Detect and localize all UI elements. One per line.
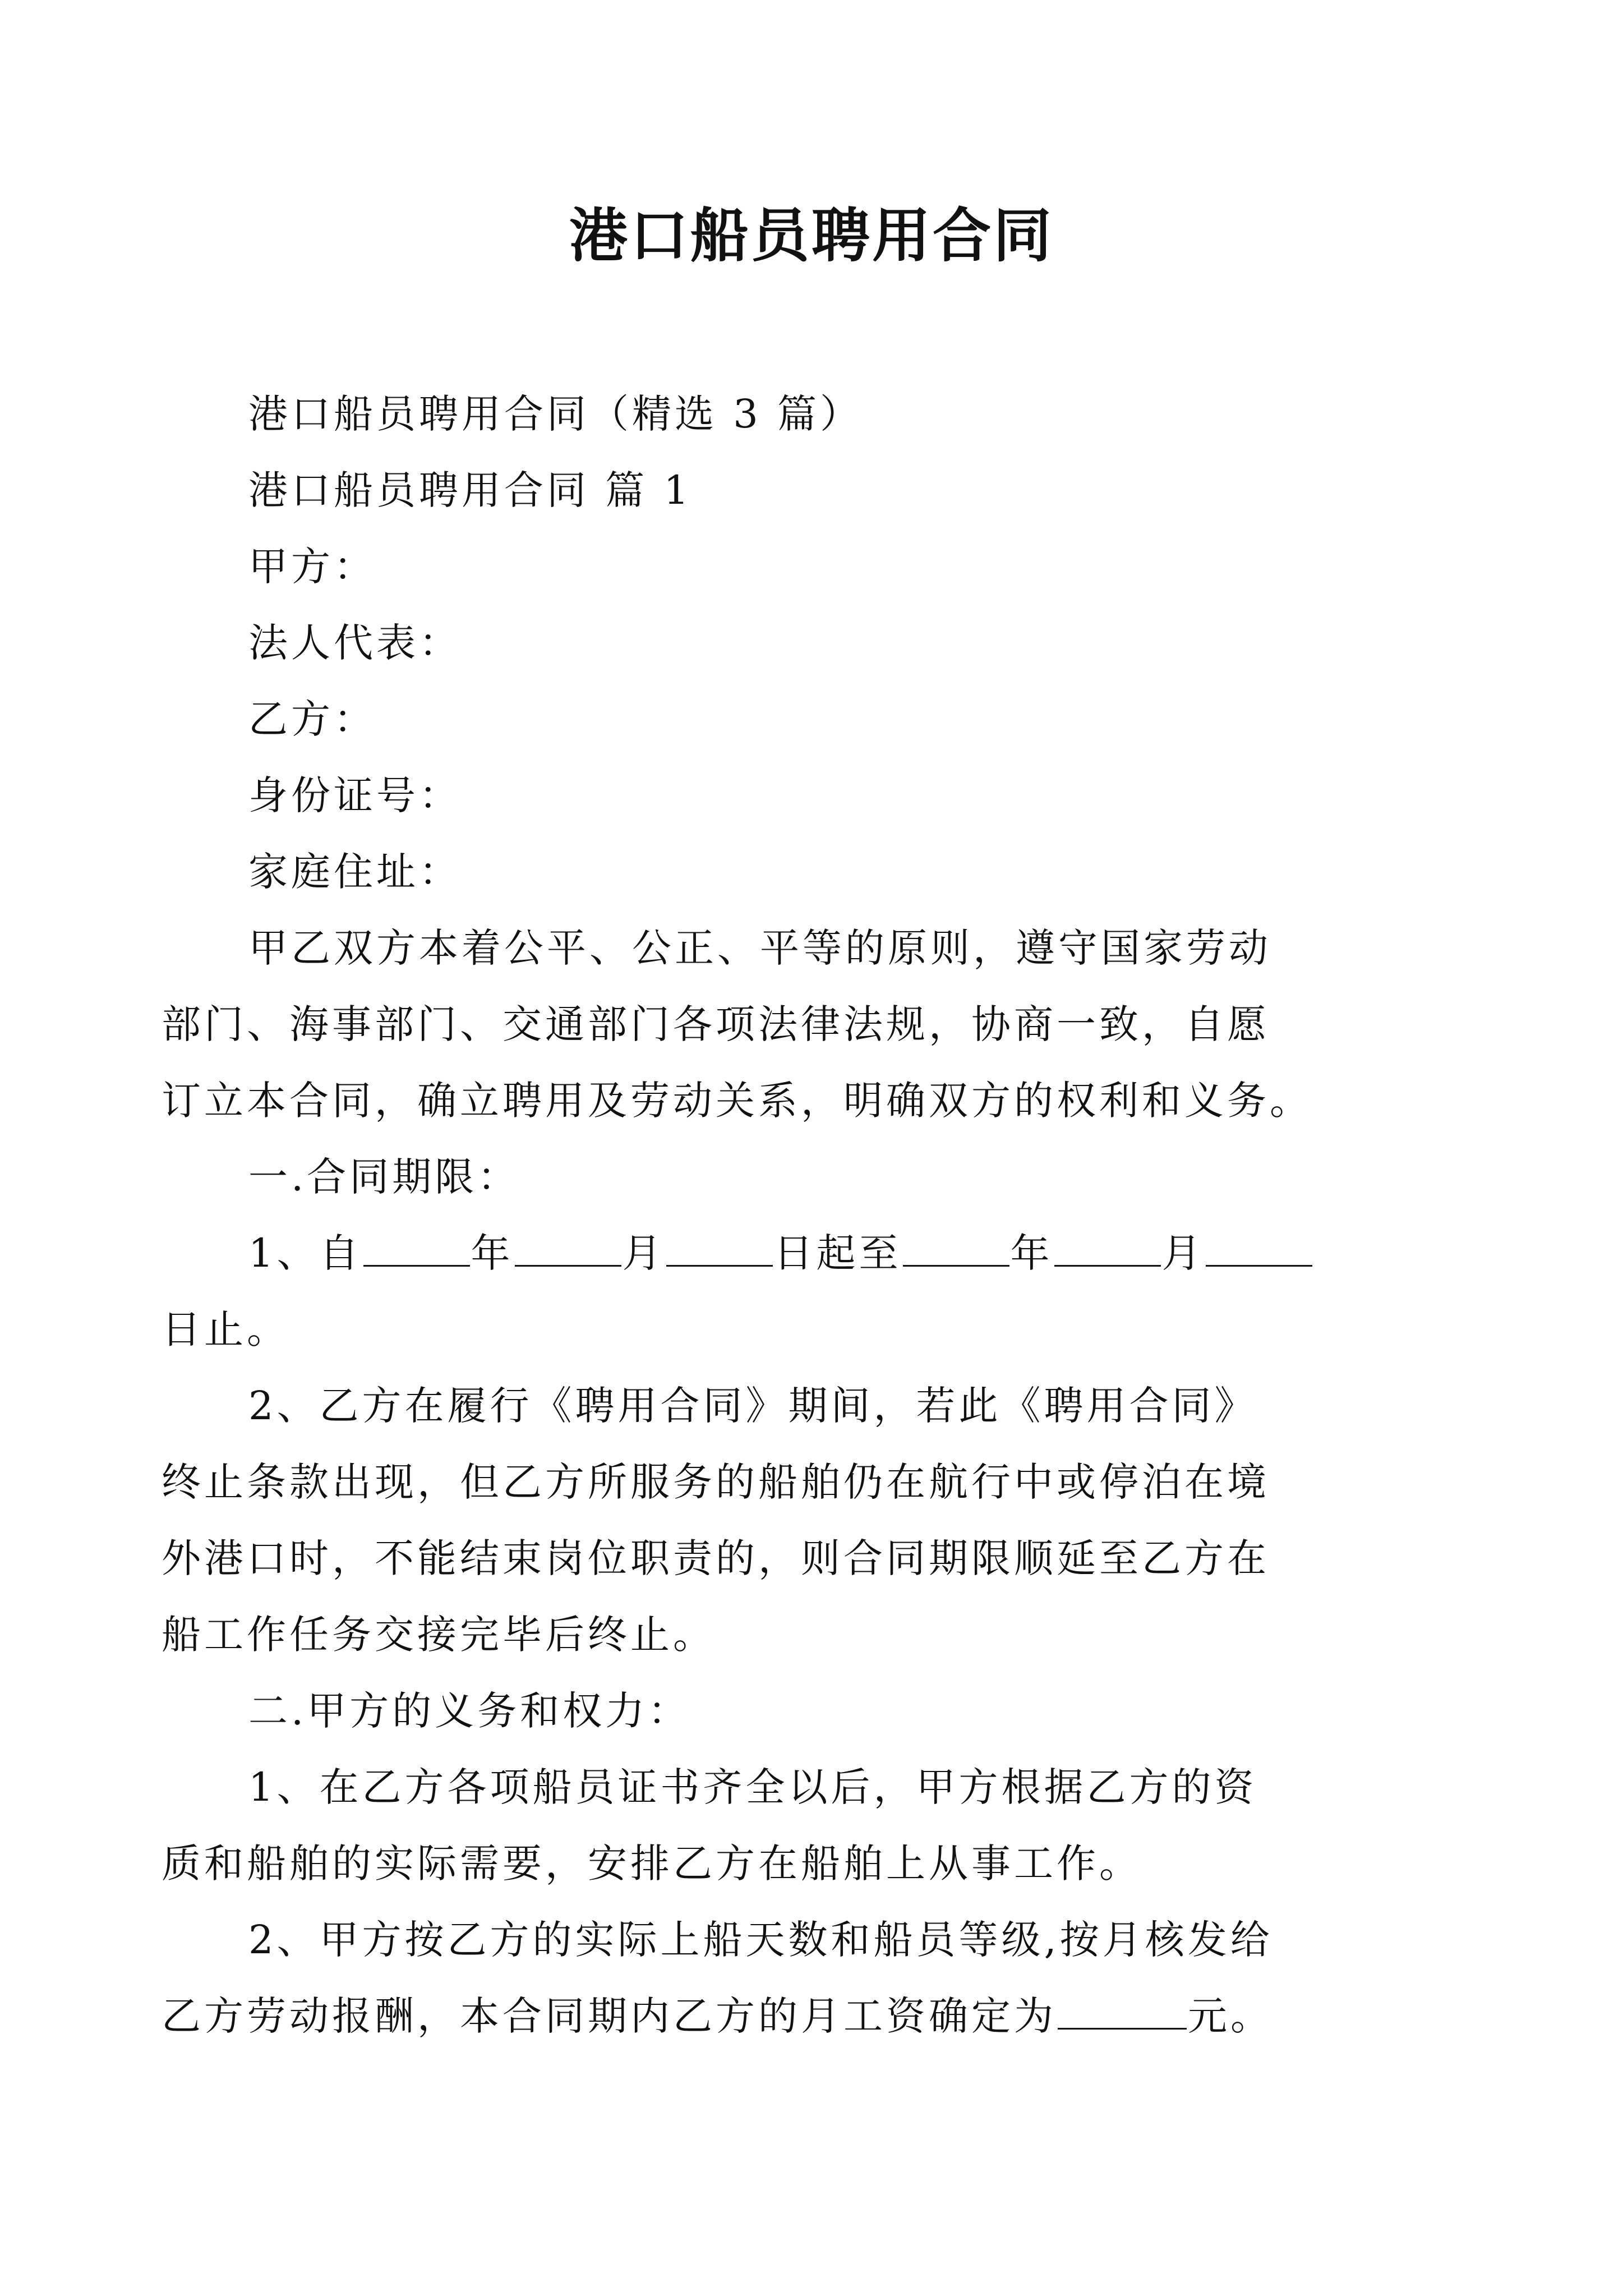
item1-day1: 日起至 (773, 1230, 902, 1276)
section1-item2-line-4: 船工作任务交接完毕后终止。 (162, 1612, 716, 1658)
section2-item1-line-1: 1、在乙方各项船员证书齐全以后，甲方根据乙方的资 (248, 1764, 1257, 1810)
document-subtitle: 港口船员聘用合同（精选 3 篇） (248, 391, 863, 437)
item1-month2: 月 (1161, 1230, 1205, 1276)
item1-year1: 年 (471, 1230, 514, 1276)
field-party-b: 乙方： (248, 696, 376, 742)
section-heading: 港口船员聘用合同 篇 1 (248, 467, 693, 513)
item1-prefix: 1、自 (248, 1230, 362, 1276)
intro-line-1: 甲乙双方本着公平、公正、平等的原则，遵守国家劳动 (248, 925, 1271, 971)
section2-item1-line-2: 质和船舶的实际需要，安排乙方在船舶上从事工作。 (162, 1841, 1142, 1887)
salary-unit: 元。 (1188, 1993, 1273, 2039)
day-blank-1 (666, 1234, 773, 1267)
field-id-number: 身份证号： (248, 772, 462, 818)
field-party-a: 甲方： (248, 544, 376, 590)
section2-item2-line-1: 2、甲方按乙方的实际上船天数和船员等级,按月核发给 (248, 1917, 1273, 1963)
intro-paragraph (248, 910, 1381, 986)
intro-line-3: 订立本合同，确立聘用及劳动关系，明确双方的权利和义务。 (162, 1078, 1312, 1124)
section1-item2-line-2: 终止条款出现，但乙方所服务的船舶仍在航行中或停泊在境 (162, 1459, 1270, 1505)
intro-continuation (162, 986, 1381, 2054)
field-legal-rep: 法人代表： (248, 620, 462, 666)
section1-item2-line-3: 外港口时，不能结束岗位职责的，则合同期限顺延至乙方在 (162, 1535, 1270, 1581)
item1-year2: 年 (1010, 1230, 1053, 1276)
month-blank-1 (515, 1234, 621, 1267)
document-body (248, 376, 1381, 910)
section1-item2-line-1: 2、乙方在履行《聘用合同》期间，若此《聘用合同》 (248, 1383, 1257, 1429)
month-blank-2 (1054, 1234, 1161, 1267)
section2-item2-line-2 (162, 1978, 1381, 2054)
intro-line-2: 部门、海事部门、交通部门各项法律法规，协商一致，自愿 (162, 1001, 1270, 1047)
section1-item1 (248, 1215, 1381, 1291)
day-blank-2 (1206, 1234, 1312, 1267)
salary-text: 乙方劳动报酬，本合同期内乙方的月工资确定为 (162, 1993, 1057, 2039)
year-blank-1 (363, 1234, 470, 1267)
field-home-address: 家庭住址： (248, 849, 462, 895)
item1-end: 日止。 (162, 1306, 289, 1352)
document-title: 港口船员聘用合同 (569, 201, 1054, 270)
section2-heading: 二.甲方的义务和权力： (248, 1688, 691, 1734)
item1-month1: 月 (622, 1230, 665, 1276)
salary-blank (1058, 1996, 1187, 2030)
section1-heading: 一.合同期限： (248, 1154, 520, 1200)
year-blank-2 (903, 1234, 1009, 1267)
